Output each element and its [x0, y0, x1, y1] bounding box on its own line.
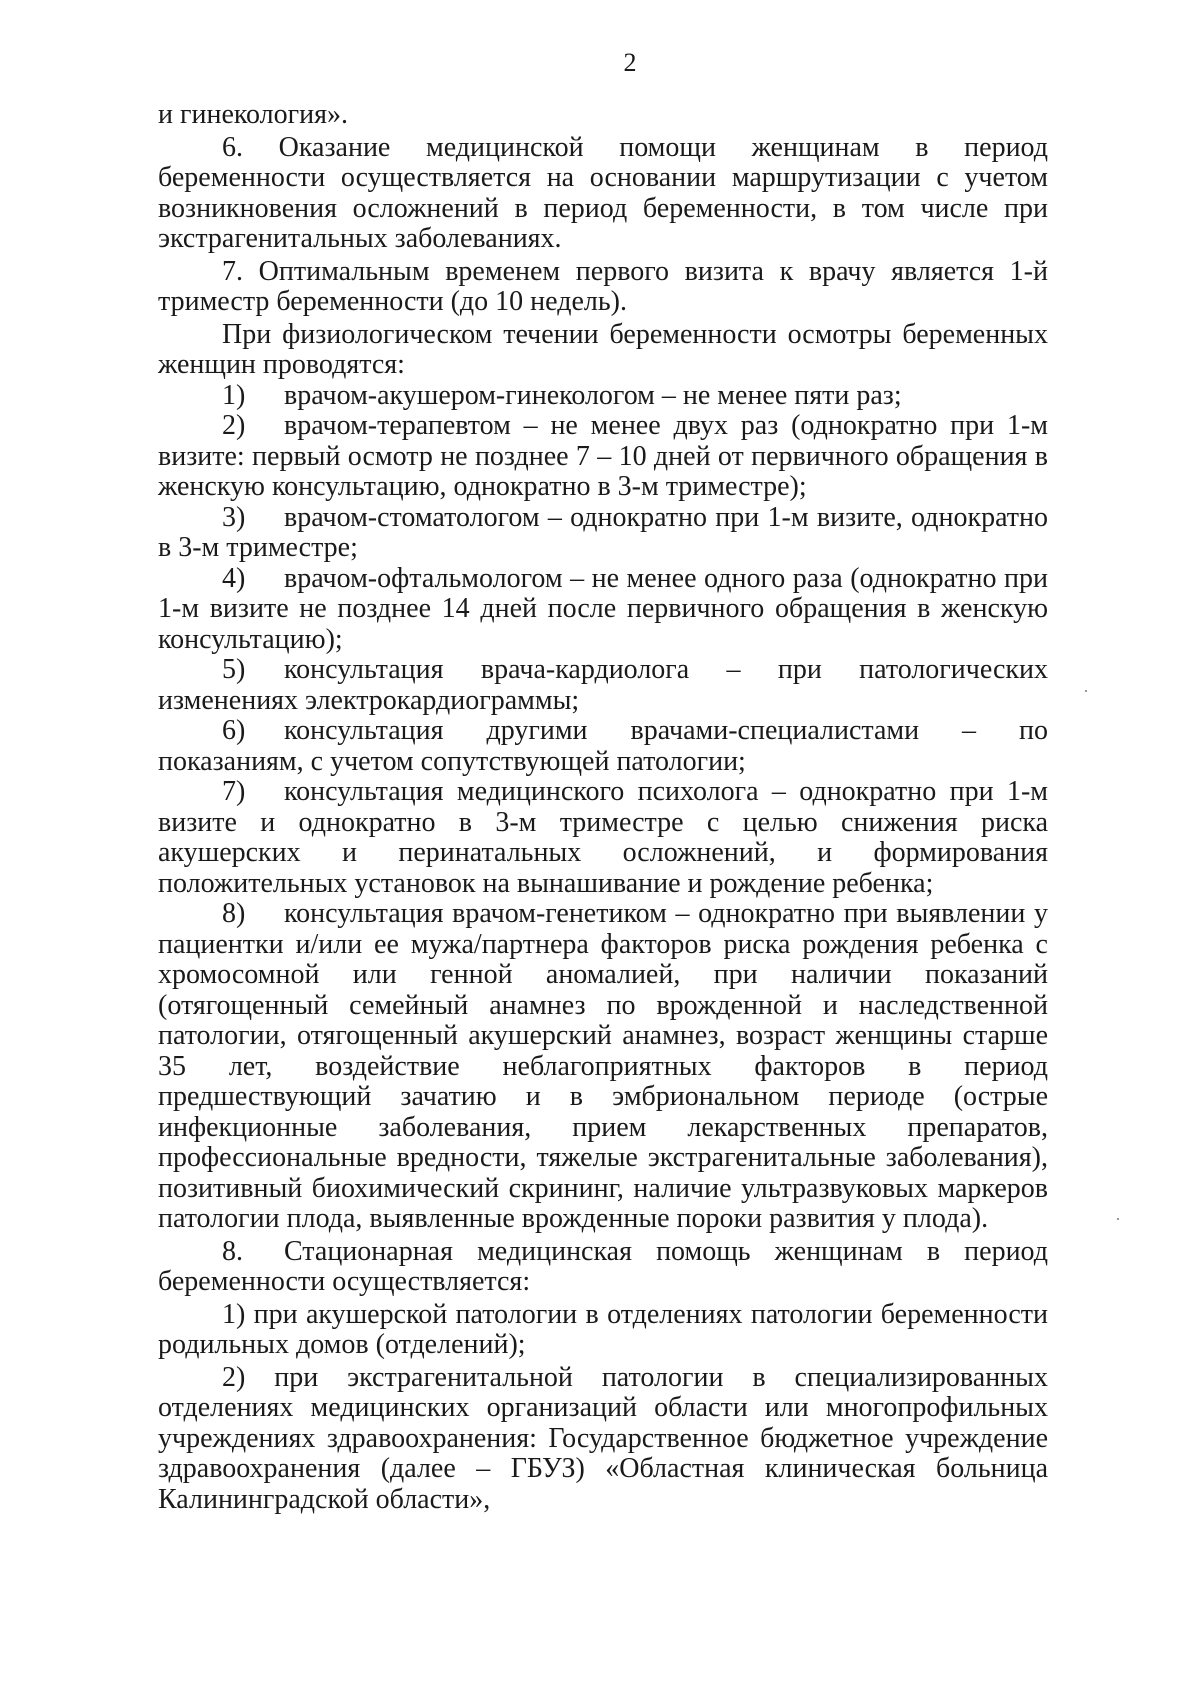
- list-item-number: 2): [222, 410, 246, 441]
- list-item-text: врачом-терапевтом – не менее двух раз (однократно при 1-м визите: первый осмотр не позднее 7 – 10 дней от первичного обращения в женскую консультацию, однократно в 3-м триместре);: [158, 410, 1048, 502]
- paragraph-7: 7. Оптимальным временем первого визита к врачу является 1-й триместр беременности (до 10 недель).: [158, 255, 1048, 317]
- list-item-text: консультация врача-кардиолога – при патологических изменениях электрокардиограммы;: [158, 654, 1048, 716]
- list-item-text: врачом-офтальмологом – не менее одного раза (однократно при 1-м визите не позднее 14 дней после первичного обращения в женскую консультацию);: [158, 562, 1048, 655]
- paragraph-exams-intro: При физиологическом течении беременности осмотры беременных женщин проводятся:: [158, 318, 1048, 380]
- list-item: [158, 564, 1048, 656]
- page-number: 2: [623, 48, 637, 77]
- list-item-text: врачом-акушером-гинекологом – не менее пяти раз;: [284, 379, 902, 411]
- list-item: [158, 716, 1048, 777]
- list-item-text: врачом-стоматологом – однократно при 1-м визите, однократно в 3-м триместре;: [158, 501, 1048, 563]
- section-text: Стационарная медицинская помощь женщинам в период беременности осуществляется:: [158, 1235, 1048, 1297]
- scan-speck: [1085, 690, 1087, 692]
- list-item: [158, 899, 1048, 1235]
- document-body: [158, 100, 1048, 1515]
- section-8-item: 2) при экстрагенитальной патологии в специализированных отделениях медицинских организаций области или многопрофильных учреждениях здравоохранения: Государственное бюджетное учреждение здравоохранения (далее – ГБУЗ) «Областная клиническая больница Калининградской области»,: [158, 1361, 1048, 1515]
- list-item: [158, 777, 1048, 899]
- list-item-text: консультация другими врачами-специалистами – по показаниям, с учетом сопутствующей патологии;: [158, 715, 1048, 777]
- list-item: [158, 381, 1048, 412]
- list-item-text: консультация врачом-генетиком – однократно при выявлении у пациентки и/или ее мужа/партнера факторов риска рождения ребенка с хромосомной или генной аномалией, при наличии показаний (отягощенный семейный анамнез по врожденной и наследственной патологии, отягощенный акушерский анамнез, возраст женщины старше 35 лет, воздействие неблагоприятных факторов в период предшествующий зачатию и в эмбриональном периоде (острые инфекционные заболевания, прием лекарственных препаратов, профессиональные вредности, тяжелые экстрагенитальные заболевания), позитивный биохимический скрининг, наличие ультразвуковых маркеров патологии плода, выявленные врожденные пороки развития у плода).: [158, 898, 1048, 1234]
- list-item-number: 7): [222, 776, 246, 807]
- list-item: [158, 503, 1048, 564]
- scan-speck: [1117, 1218, 1119, 1220]
- section-number: 8.: [222, 1235, 243, 1267]
- section-8-item: 1) при акушерской патологии в отделениях патологии беременности родильных домов (отделений);: [158, 1298, 1048, 1360]
- list-item-number: 3): [222, 501, 246, 533]
- exam-list: [158, 381, 1048, 1235]
- paragraph-6: 6. Оказание медицинской помощи женщинам в период беременности осуществляется на основании маршрутизации с учетом возникновения осложнений в период беременности, в том числе при экстрагенитальных заболеваниях.: [158, 131, 1048, 254]
- paragraph-continuation: и гинекология».: [158, 99, 348, 130]
- list-item-number: 8): [222, 898, 246, 929]
- list-item-number: 4): [222, 562, 246, 594]
- list-item-number: 6): [222, 715, 246, 746]
- paragraph-8: [158, 1237, 1048, 1298]
- list-item: [158, 411, 1048, 503]
- list-item-number: 5): [222, 654, 246, 685]
- list-item: [158, 655, 1048, 716]
- list-item-number: 1): [222, 379, 246, 411]
- list-item-text: консультация медицинского психолога – однократно при 1-м визите и однократно в 3-м триместре с целью снижения риска акушерских и перинатальных осложнений, и формирования положительных установок на вынашивание и рождение ребенка;: [158, 776, 1048, 899]
